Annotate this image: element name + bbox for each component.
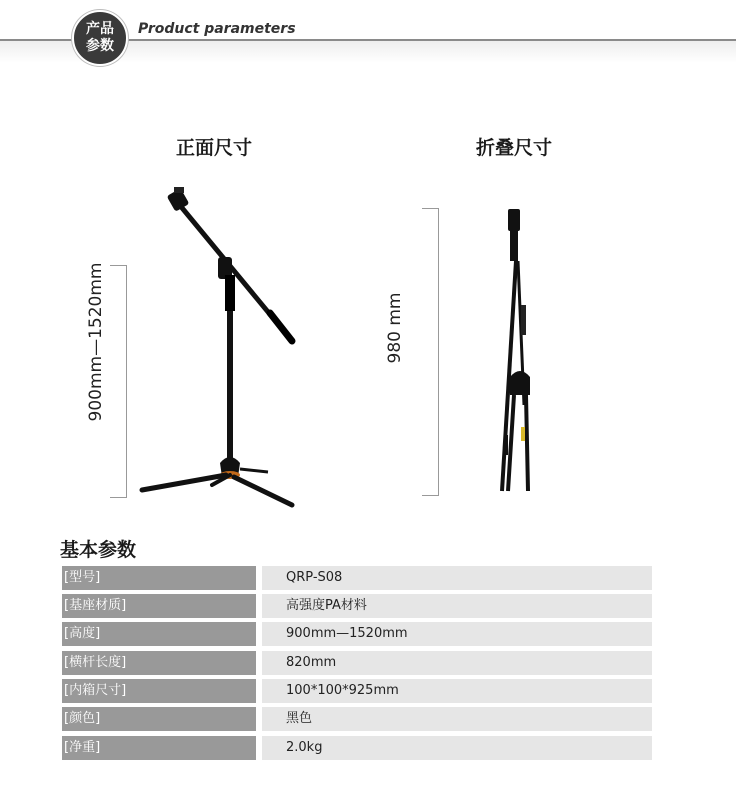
- spec-row-model: [62, 566, 652, 590]
- spec-value: QRP-S08: [262, 566, 652, 590]
- section-badge: [72, 10, 128, 66]
- spec-row-height: [62, 622, 652, 646]
- spec-label: [横杆长度]: [62, 651, 256, 675]
- spec-label: [高度]: [62, 622, 256, 646]
- specs-title: 基本参数: [60, 539, 137, 561]
- spec-value: 高强度PA材料: [262, 594, 652, 618]
- front-dimension-label: 900mm—1520mm: [86, 262, 106, 422]
- spec-label: [内箱尺寸]: [62, 679, 256, 703]
- badge-line-1: 产品: [86, 21, 114, 37]
- mic-stand-folded-image: [488, 205, 548, 500]
- mic-stand-front-image: [130, 185, 320, 515]
- spec-label: [基座材质]: [62, 594, 256, 618]
- badge-line-2: 参数: [86, 38, 114, 54]
- spec-value: 100*100*925mm: [262, 679, 652, 703]
- spec-label: [颜色]: [62, 707, 256, 731]
- folded-dimension-bracket: [422, 208, 439, 496]
- folded-dimension-label: 980 mm: [385, 292, 405, 364]
- spec-label: [型号]: [62, 566, 256, 590]
- spec-row-boom-length: [62, 651, 652, 675]
- spec-value: 黑色: [262, 707, 652, 731]
- front-view-title: 正面尺寸: [176, 137, 253, 159]
- spec-value: 820mm: [262, 651, 652, 675]
- folded-view-title: 折叠尺寸: [476, 137, 553, 159]
- spec-row-net-weight: [62, 736, 652, 760]
- spec-row-base-material: [62, 594, 652, 618]
- spec-row-color: [62, 707, 652, 731]
- spec-row-box-size: [62, 679, 652, 703]
- spec-value: 2.0kg: [262, 736, 652, 760]
- header-title: Product parameters: [138, 21, 296, 37]
- spec-value: 900mm—1520mm: [262, 622, 652, 646]
- spec-label: [净重]: [62, 736, 256, 760]
- front-dimension-bracket: [110, 265, 127, 498]
